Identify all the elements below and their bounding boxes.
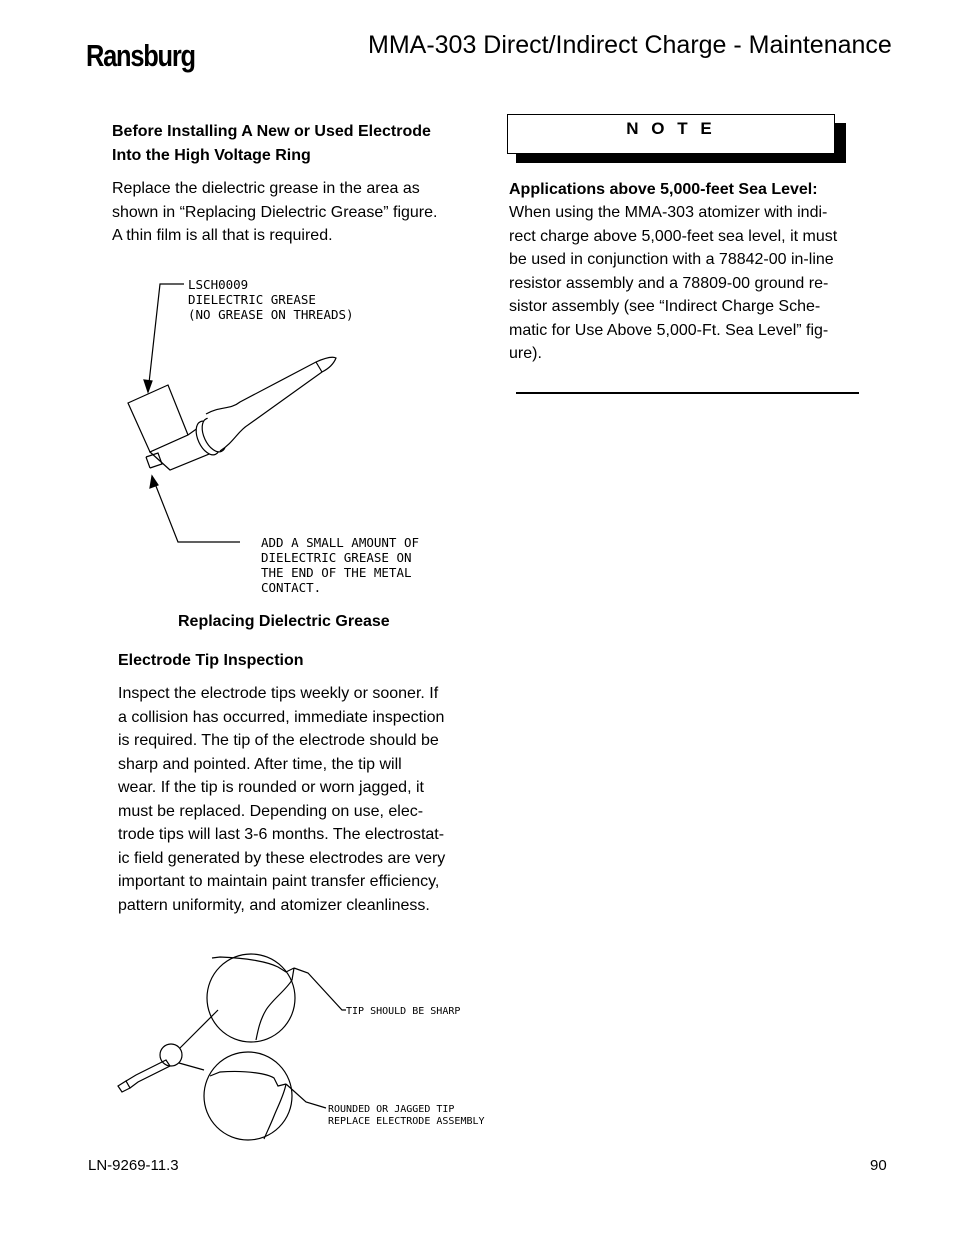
body-line: ic field generated by these electrodes are very	[118, 849, 446, 867]
body-line: important to maintain paint transfer efficiency,	[118, 873, 440, 890]
footer-page-number: 90	[870, 1157, 887, 1174]
note-heading: Applications above 5,000-feet Sea Level:	[509, 181, 818, 198]
body-line: wear. If the tip is rounded or worn jagged, it	[118, 779, 424, 796]
label-tip-sharp: TIP SHOULD BE SHARP	[346, 1006, 461, 1017]
body-line: Replace the dielectric grease in the area as	[112, 180, 420, 197]
body-line: resistor assembly and a 78809-00 ground re-	[509, 274, 829, 292]
page-title: MMA-303 Direct/Indirect Charge - Maintenance	[368, 31, 892, 59]
callout-bottom-line: THE END OF THE METAL	[261, 565, 412, 580]
body-line: When using the MMA-303 atomizer with indi-	[509, 204, 828, 221]
label-rounded-tip-line: ROUNDED OR JAGGED TIP	[328, 1104, 455, 1115]
body-line: rect charge above 5,000-feet sea level, it must	[509, 227, 838, 245]
section-body-before-installing	[112, 177, 437, 248]
note-end-rule	[516, 392, 859, 394]
body-line: A thin film is all that is required.	[112, 227, 333, 244]
note-body	[509, 201, 837, 366]
callout-bottom-line: ADD A SMALL AMOUNT OF	[261, 535, 420, 550]
callout-top-line: (NO GREASE ON THREADS)	[188, 307, 354, 322]
body-line: must be replaced. Depending on use, elec-	[118, 802, 424, 820]
footer-doc-number: LN-9269-11.3	[88, 1157, 179, 1174]
body-line: sharp and pointed. After time, the tip will	[118, 755, 402, 773]
body-line: sistor assembly (see “Indirect Charge Sche-	[509, 298, 821, 315]
section-heading-electrode-tip: Electrode Tip Inspection	[118, 652, 304, 669]
callout-bottom-line: DIELECTRIC GREASE ON	[261, 550, 412, 565]
body-line: be used in conjunction with a 78842-00 in-line	[509, 251, 834, 268]
electrode-tip-figure	[108, 930, 508, 1150]
body-line: a collision has occurred, immediate inspection	[118, 708, 445, 726]
heading-line: Into the High Voltage Ring	[112, 147, 311, 164]
body-line: is required. The tip of the electrode should be	[118, 732, 439, 749]
dielectric-grease-figure	[110, 270, 490, 605]
body-line: pattern uniformity, and atomizer cleanliness.	[118, 896, 430, 914]
body-line: matic for Use Above 5,000-Ft. Sea Level” fig-	[509, 321, 829, 339]
body-line: trode tips will last 3-6 months. The electrostat-	[118, 826, 445, 843]
body-line: Inspect the electrode tips weekly or sooner. If	[118, 685, 439, 702]
heading-line: Before Installing A New or Used Electrode	[112, 123, 431, 140]
section-heading-before-installing	[112, 120, 431, 168]
section-body-electrode-tip	[118, 682, 445, 917]
body-line: ure).	[509, 345, 542, 362]
callout-top-line: LSCH0009	[188, 277, 249, 292]
callout-bottom-line: CONTACT.	[261, 580, 322, 595]
body-line: shown in “Replacing Dielectric Grease” figure.	[112, 203, 438, 221]
ransburg-logo: Ransburg	[86, 38, 195, 73]
label-rounded-tip-line: REPLACE ELECTRODE ASSEMBLY	[328, 1116, 485, 1127]
callout-top-line: DIELECTRIC GREASE	[188, 292, 316, 307]
figure-caption: Replacing Dielectric Grease	[178, 613, 390, 630]
note-label: N O T E	[626, 119, 716, 138]
